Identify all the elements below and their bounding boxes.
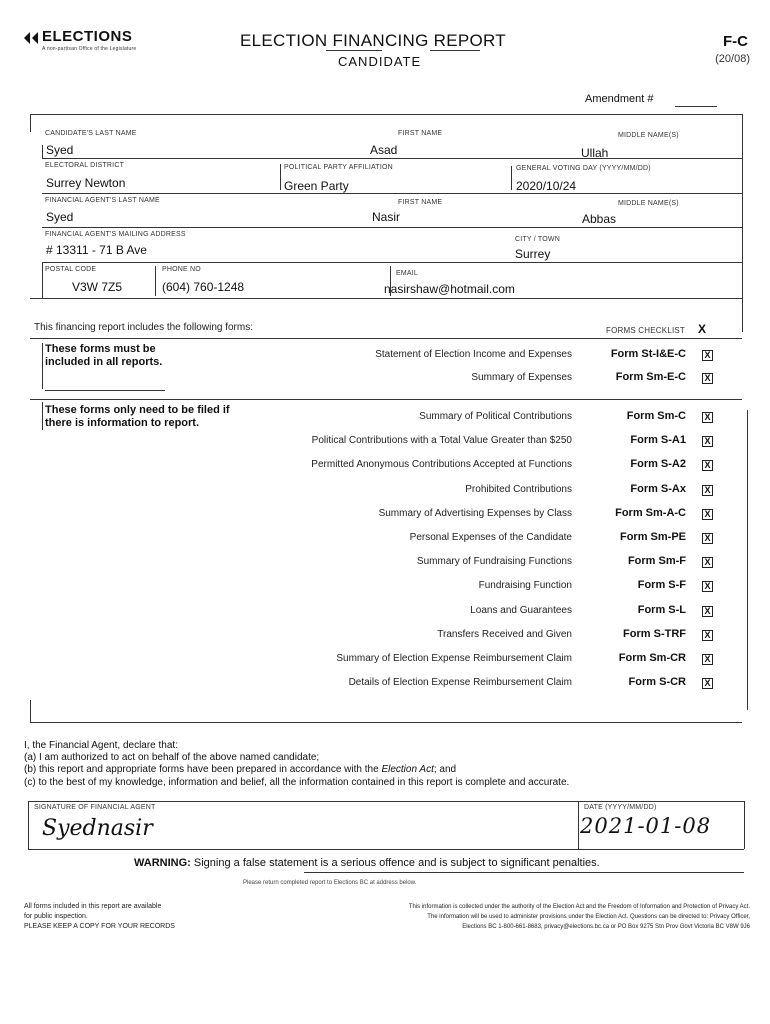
candidate-middle-name[interactable]: Ullah xyxy=(581,146,609,160)
signature-date[interactable]: 2021-01-08 xyxy=(580,814,712,838)
district-label: ELECTORAL DISTRICT xyxy=(45,162,125,169)
declaration-b-suffix: ; and xyxy=(433,764,457,775)
amendment-label: Amendment # xyxy=(585,93,654,105)
form-row-code: Form S-TRF xyxy=(623,627,686,640)
form-row-code: Form S-A2 xyxy=(630,458,686,471)
form-row-code: Form S-L xyxy=(637,603,686,616)
party-affiliation[interactable]: Green Party xyxy=(284,179,349,193)
agent-address[interactable]: # 13311 - 71 B Ave xyxy=(46,243,147,257)
date-label: DATE (YYYY/MM/DD) xyxy=(584,804,657,811)
form-row-label: Political Contributions with a Total Value Greater than $250 xyxy=(311,435,572,447)
declaration-b-prefix: (b) this report and appropriate forms have been prepared in accordance with the xyxy=(24,764,379,775)
form-row-label: Summary of Fundraising Functions xyxy=(416,556,572,568)
form-code: F-C xyxy=(723,33,748,50)
agent-last-name[interactable]: Syed xyxy=(46,210,74,224)
form-row-checkbox[interactable]: X xyxy=(702,678,713,689)
warning-text: Signing a false statement is a serious offence and is subject to significant penalties. xyxy=(193,857,600,869)
form-row-checkbox[interactable]: X xyxy=(702,509,713,520)
voting-day[interactable]: 2020/10/24 xyxy=(516,179,577,193)
form-row-label: Loans and Guarantees xyxy=(470,604,572,616)
agent-phone[interactable]: (604) 760-1248 xyxy=(162,280,245,294)
form-row-label: Statement of Election Income and Expenses xyxy=(375,349,572,360)
candidate-first-name[interactable]: Asad xyxy=(370,143,398,157)
form-row-label: Prohibited Contributions xyxy=(465,483,572,495)
agent-last-name-label: FINANCIAL AGENT'S LAST NAME xyxy=(45,197,160,204)
required-note: These forms must be included in all reports. xyxy=(45,343,163,368)
form-row-checkbox[interactable]: X xyxy=(702,654,713,665)
signature-label: SIGNATURE OF FINANCIAL AGENT xyxy=(34,804,156,811)
city-label: CITY / TOWN xyxy=(515,236,560,243)
form-row-code: Form S-CR xyxy=(628,676,686,689)
declaration-intro: I, the Financial Agent, declare that: xyxy=(24,740,178,751)
page-subtitle: CANDIDATE xyxy=(338,54,422,69)
form-row-label: Personal Expenses of the Candidate xyxy=(409,532,572,543)
form-row-checkbox[interactable]: X xyxy=(702,373,713,384)
form-row-checkbox[interactable]: X xyxy=(702,412,713,423)
forms-checklist-mark: X xyxy=(698,322,707,336)
page-title: ELECTION FINANCING REPORT xyxy=(240,31,506,50)
agent-postal-code[interactable]: V3W 7Z5 xyxy=(72,280,123,294)
forms-checklist-label: FORMS CHECKLIST xyxy=(606,326,686,335)
electoral-district[interactable]: Surrey Newton xyxy=(46,176,126,190)
form-row-code: Form Sm-A-C xyxy=(615,506,686,519)
form-row-checkbox[interactable]: X xyxy=(702,533,713,544)
form-row-label: Summary of Election Expense Reimbursement Claim xyxy=(336,653,572,664)
voting-day-label: GENERAL VOTING DAY (YYYY/MM/DD) xyxy=(516,165,651,172)
warning xyxy=(134,857,600,869)
address-label: FINANCIAL AGENT'S MAILING ADDRESS xyxy=(45,231,186,238)
footer-right xyxy=(230,902,750,932)
footer-left-line1: All forms included in this report are available xyxy=(24,903,162,910)
form-row-code: Form Sm-E-C xyxy=(615,371,686,383)
form-row-checkbox[interactable]: X xyxy=(702,350,713,361)
warning-label: WARNING: xyxy=(134,857,191,869)
form-row-code: Form S-A1 xyxy=(630,434,686,447)
email-label: EMAIL xyxy=(396,270,419,277)
form-row-code: Form Sm-PE xyxy=(619,531,686,543)
footer-left-line2: for public inspection. xyxy=(24,913,88,920)
declaration-b xyxy=(24,764,456,775)
form-row-checkbox[interactable]: X xyxy=(702,436,713,447)
declaration-b-act: Election Act xyxy=(381,764,434,775)
form-row-label: Permitted Anonymous Contributions Accepted at Functions xyxy=(311,459,572,471)
form-row-label: Fundraising Function xyxy=(478,580,572,592)
form-row-checkbox[interactable]: X xyxy=(702,485,713,496)
form-row-code: Form St-I&E-C xyxy=(610,348,686,360)
form-row-checkbox[interactable]: X xyxy=(702,581,713,592)
footer-left xyxy=(24,902,175,932)
return-note: Please return completed report to Elections BC at address below. xyxy=(243,880,417,886)
agent-middle-name[interactable]: Abbas xyxy=(582,212,617,226)
agent-signature[interactable]: Syednasir xyxy=(42,816,153,841)
form-row-checkbox[interactable]: X xyxy=(702,557,713,568)
agent-email[interactable]: nasirshaw@hotmail.com xyxy=(384,282,515,296)
form-version: (20/08) xyxy=(715,53,750,65)
footer-right-line1: This information is collected under the authority of the Election Act and the Freedom of Information and Protection of Privacy Act. xyxy=(408,904,750,910)
form-row-code: Form S-Ax xyxy=(630,482,686,495)
postal-label: POSTAL CODE xyxy=(45,266,97,273)
logo-mark-icon xyxy=(22,30,42,46)
optional-note: These forms only need to be filed if there is information to report. xyxy=(45,404,230,429)
candidate-last-name-label: CANDIDATE'S LAST NAME xyxy=(45,130,137,137)
phone-label: PHONE NO xyxy=(162,266,201,273)
form-row-label: Transfers Received and Given xyxy=(437,628,572,640)
form-row-label: Summary of Advertising Expenses by Class xyxy=(378,507,572,519)
agent-first-name-label: FIRST NAME xyxy=(398,199,443,206)
candidate-last-name[interactable]: Syed xyxy=(46,143,74,157)
form-row-code: Form Sm-C xyxy=(626,410,686,422)
logo-text: ELECTIONS xyxy=(42,28,133,45)
form-row-code: Form S-F xyxy=(637,579,686,592)
agent-first-name[interactable]: Nasir xyxy=(372,210,401,224)
agent-city[interactable]: Surrey xyxy=(515,247,551,261)
form-row-checkbox[interactable]: X xyxy=(702,630,713,641)
agent-middle-name-label: MIDDLE NAME(S) xyxy=(618,200,679,207)
logo-sub: A non-partisan Office of the Legislature xyxy=(42,46,137,52)
form-row-code: Form Sm-F xyxy=(627,555,686,568)
footer-right-line3: Elections BC 1-800-661-8683, privacy@elections.bc.ca or PO Box 9275 Stn Prov Govt Victoria BC V8W 9J6 xyxy=(462,924,750,930)
declaration-a: (a) I am authorized to act on behalf of the above named candidate; xyxy=(24,752,320,763)
form-row-label: Summary of Expenses xyxy=(471,372,572,383)
forms-intro: This financing report includes the following forms: xyxy=(34,322,253,333)
amendment-field[interactable] xyxy=(675,106,717,107)
party-label: POLITICAL PARTY AFFILIATION xyxy=(284,164,393,171)
declaration-c: (c) to the best of my knowledge, information and belief, all the information contained in this report is complete and accurate. xyxy=(24,777,570,788)
candidate-middle-name-label: MIDDLE NAME(S) xyxy=(618,132,679,139)
form-row-code: Form Sm-CR xyxy=(618,652,686,664)
footer-right-line2: The information will be used to administer provisions under the Election Act. Questions can be directed to: Privacy Officer, xyxy=(427,914,750,920)
form-row-checkbox[interactable]: X xyxy=(702,606,713,617)
footer-left-line3: PLEASE KEEP A COPY FOR YOUR RECORDS xyxy=(24,923,175,930)
form-row-label: Summary of Political Contributions xyxy=(419,411,572,422)
form-row-checkbox[interactable]: X xyxy=(702,460,713,471)
logo xyxy=(22,30,42,51)
candidate-first-name-label: FIRST NAME xyxy=(398,130,443,137)
form-row-label: Details of Election Expense Reimbursement Claim xyxy=(348,677,572,689)
